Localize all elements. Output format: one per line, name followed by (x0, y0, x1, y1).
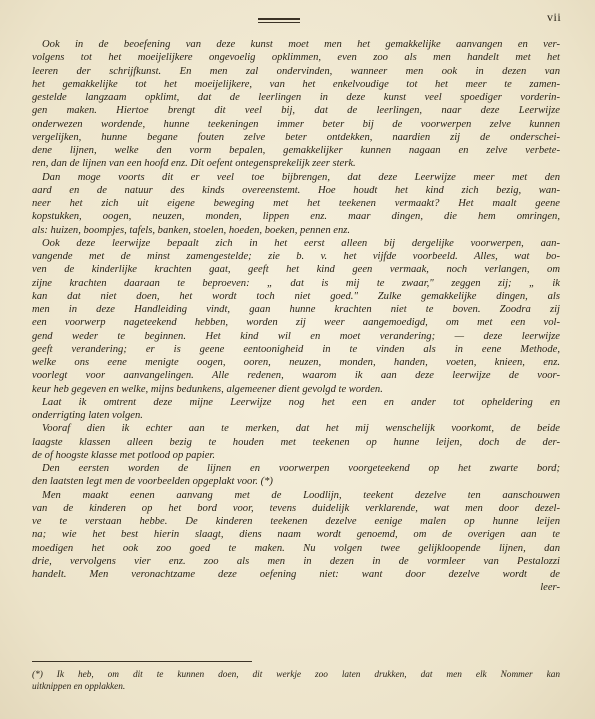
text-line: vangende met de minst zamengestelde; zie b. v. het vijfde voorbeeld. Alles, wat bo- (32, 251, 560, 262)
text-line: ve te verstaan hebbe. De kinderen teekenen dezelve eenige malen op hunne leijen (32, 516, 560, 527)
text-line: het gemakkelijke tot het moeijelijkere, van het enkelvoudige tot het meer te zamen- (32, 78, 560, 90)
text-line: voorlegt voor aanvangelingen. Alle redenen, waarom ik aan deze leerwijze de voor- (32, 370, 560, 382)
text-line: als: huizen, boompjes, tafels, banken, stoelen, hoeden, boeken, pennen enz. (32, 224, 351, 236)
text-line: volgens tot het moeijelijkere ongevoelig opklimmen, even zoo als men handelt met het (32, 52, 560, 64)
text-line: geeft verandering; er is geene eentoonigheid in te vinden als in eene Methode, (32, 343, 560, 355)
text-line: een voorwerp nageteekend hebben, worden zij weer aangemoedigd, om met een vol- (32, 317, 560, 329)
text-line: laagste klassen alleen bezig te houden met teekenen op hunne leijen, doch de der- (32, 436, 560, 448)
footnote-rule (32, 661, 252, 662)
text-line: moedigen het ook zoo goed te maken. Nu volgen twee gelijkloopende lijnen, dan (32, 542, 560, 554)
text-line: kopstukken, oogen, neuzen, monden, lippen enz. maar dingen, die hem omringen, (32, 211, 560, 223)
text-line: gen maken. Hiertoe brengt dit veel bij, dat de leerlingen, naar deze Leerwijze (32, 105, 560, 117)
text-line: keur heb gegeven en welke, mijns bedunkens, algemeener dient gevolgd te worden. (32, 383, 383, 395)
footnote-line: (*) Ik heb, om dit te kunnen doen, dit werkje zoo laten drukken, dat men elk Nommer kan (32, 670, 560, 680)
text-line: na; wie het best hierin slaagt, diens naam wordt genoemd, om de overigen aan te (32, 529, 560, 541)
text-line: ren, dan de lijnen van een hoofd enz. Dit oefent ontegensprekelijk zeer sterk. (32, 158, 356, 170)
text-line: aard en de natuur des kinds overeenstemt. Hoe houdt het kind zich bezig, wan- (32, 184, 560, 196)
footnote (32, 669, 560, 693)
text-line: den laatsten legt men de voorbeelden opgeplakt voor. (*) (32, 476, 273, 488)
text-line: men in deze Handleiding vindt, gaan hunne krachten niet te boven. Zoodra zij (32, 304, 560, 315)
text-line: gestelde langzaam opklimt, dat de leerlingen in deze kunst veel spoediger vorderin- (32, 92, 560, 103)
text-line: Ook deze leerwijze bepaalt zich in het eerst alleen bij dergelijke voorwerpen, aan- (42, 237, 560, 249)
text-line: leeren der schrijfkunst. En men zal ondervinden, wanneer men ook in dezen van (32, 65, 560, 77)
body-text (32, 38, 560, 595)
text-line: Dan moge voorts dit er veel toe bijbrengen, dat deze Leerwijze meer met den (42, 171, 560, 183)
text-line: Den eersten worden de lijnen en voorwerpen voorgeteekend op het zwarte bord; (42, 463, 560, 474)
text-line: Vooraf dien ik echter aan te merken, dat het mij wenschelijk voorkomt, de beide (42, 423, 560, 435)
footnote-line: uitknippen en opplakken. (32, 682, 126, 692)
text-line: gend weder te beginnen. Het kind wil en moet verandering; — deze leerwijze (32, 330, 560, 342)
text-line: Men maakt eenen aanvang met de Loodlijn, teekent dezelve ten aanschouwen (42, 489, 560, 501)
text-line: welke ons eene menigte oogen, ooren, neuzen, monden, handen, voeten, knieen, enz. (32, 357, 560, 368)
text-line: onderrigting laten volgen. (32, 410, 143, 421)
text-line: zijne krachten daaraan te beproeven: „ dat is mij te zwaar," zeggen zij; „ ik (32, 277, 560, 289)
text-line: onderwezen wordende, hunne teekeningen immer beter bij de voorwerpen zelve kunnen (32, 118, 560, 130)
text-line: Ook in de beoefening van deze kunst moet men het gemakkelijke aanvangen en ver- (42, 39, 560, 50)
text-line: handelt. Men veronachtzame deze oefening niet: want door dezelve wordt de (32, 569, 560, 580)
text-line: neer het zich uit eigene beweging met het teekenen vermaakt? Het maalt geene (32, 198, 560, 209)
text-line: leer- (540, 582, 560, 594)
text-line: vergelijken, hunne begane fouten zelve beter ontdekken, naardien zij de onderschei- (32, 131, 560, 143)
text-line: ven de kinderlijke krachten gaat, geeft het kind geen vermaak, noch verlangen, om (32, 264, 560, 276)
page-number: vii (547, 10, 562, 24)
text-line: de of hoogste klasse met potlood op papier. (32, 449, 216, 461)
header-ornament-rule (258, 18, 300, 23)
text-line: dene lijnen, welke den vorm bepalen, gemakkelijker kunnen nagaan en zelve verbete- (32, 145, 560, 156)
text-line: Laat ik omtrent deze mijne Leerwijze nog het een en ander tot opheldering en (42, 396, 560, 408)
text-line: kan dat niet doen, het wordt toch niet goed." Zulke gemakkelijke dingen, als (32, 290, 560, 302)
text-line: van de kinderen op het bord voor, tevens duidelijk verklarende, wat men door dezel- (32, 502, 560, 514)
text-line: drie, vervolgens vier enz. zoo als men in dezen in de vormleer van Pestalozzi (32, 555, 560, 567)
